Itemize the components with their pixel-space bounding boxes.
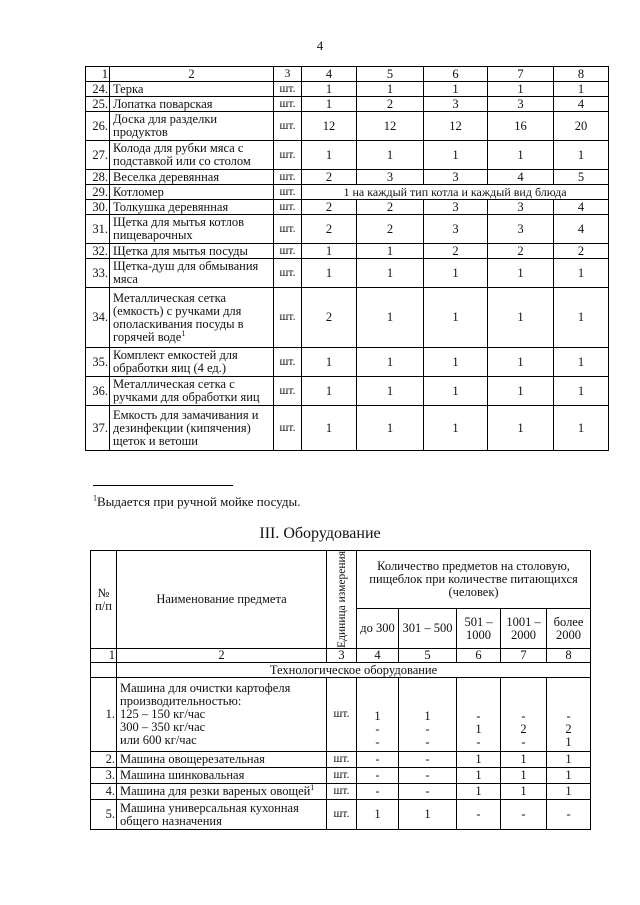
table-row	[86, 348, 609, 377]
col-name-header: Наименование предмета	[117, 551, 327, 649]
qty-cell: 1	[399, 800, 457, 830]
group-title: Технологическое оборудование	[117, 663, 591, 678]
row-number: 27.	[86, 141, 110, 170]
qty-cell: 1	[424, 259, 488, 288]
qty-range-header: 501 – 1000	[457, 609, 501, 649]
qty-cell: 4	[554, 200, 609, 215]
table-row	[86, 215, 609, 244]
item-unit: шт.	[274, 259, 302, 288]
item-unit: шт.	[274, 141, 302, 170]
item-unit: шт.	[274, 215, 302, 244]
item-name: Машина шинковальная	[117, 768, 327, 784]
qty-cell: 1	[488, 377, 554, 406]
qty-cell: 1	[424, 288, 488, 348]
qty-cell: 12	[302, 112, 357, 141]
qty-cell: 20	[554, 112, 609, 141]
table-row	[91, 752, 591, 768]
footnote: $^1$Выдается при ручной мойке посуды.	[93, 493, 301, 509]
qty-cell: 4	[554, 97, 609, 112]
qty-range-header: 301 – 500	[399, 609, 457, 649]
index-cell: 6	[457, 649, 501, 663]
item-name: Щетка для мытья посуды	[110, 244, 274, 259]
row-number: 28.	[86, 170, 110, 185]
qty-cell: 1	[424, 406, 488, 451]
item-name: Машина универсальная кухонная общего назначения	[117, 800, 327, 830]
item-name: Машина овощерезательная	[117, 752, 327, 768]
qty-cell: 1	[501, 752, 547, 768]
item-unit: шт.	[274, 185, 302, 200]
row-number: 24.	[86, 82, 110, 97]
qty-cell: 2	[357, 215, 424, 244]
qty-cell: -	[547, 800, 591, 830]
qty-cell: 1	[302, 348, 357, 377]
qty-cell: 1	[424, 377, 488, 406]
table-row	[86, 244, 609, 259]
qty-cell: 1	[554, 288, 609, 348]
row-number: 31.	[86, 215, 110, 244]
qty-cell: -	[357, 784, 399, 800]
utensils-table	[85, 66, 609, 451]
item-unit: шт.	[274, 288, 302, 348]
row-number: 29.	[86, 185, 110, 200]
item-unit: шт.	[327, 784, 357, 800]
qty-cell: 1	[424, 82, 488, 97]
footnote-divider	[93, 485, 233, 486]
item-name: Машина для очистки картофеля производительностью: 125 – 150 кг/час 300 – 350 кг/час или 600 кг/час	[117, 678, 327, 752]
index-cell: 7	[501, 649, 547, 663]
item-unit: шт.	[274, 244, 302, 259]
table-row	[86, 377, 609, 406]
qty-cell: 1	[302, 377, 357, 406]
qty-cell: 1	[554, 406, 609, 451]
qty-cell: 1	[357, 348, 424, 377]
section-title: III. Оборудование	[259, 525, 381, 542]
item-unit: шт.	[327, 800, 357, 830]
table-row	[86, 200, 609, 215]
qty-cell: -	[357, 752, 399, 768]
col-num-header: № п/п	[91, 551, 117, 649]
qty-cell: 1	[302, 244, 357, 259]
qty-cell: 1	[357, 800, 399, 830]
header-cell: 5	[357, 67, 424, 82]
item-name: Веселка деревянная	[110, 170, 274, 185]
item-unit: шт.	[274, 348, 302, 377]
row-number: 1.	[91, 678, 117, 752]
index-cell: 1	[91, 649, 117, 663]
qty-cell: 1	[357, 141, 424, 170]
qty-cell: 1	[357, 82, 424, 97]
item-name: Комплект емкостей для обработки яиц (4 ед.)	[110, 348, 274, 377]
qty-cell: 1	[457, 752, 501, 768]
table-row	[86, 288, 609, 348]
col-unit-header: Единица измерения	[327, 551, 357, 649]
qty-cell: -	[399, 768, 457, 784]
qty-cell: 12	[357, 112, 424, 141]
item-name: Машина для резки вареных овощей$^1$	[117, 784, 327, 800]
header-cell: 1	[86, 67, 110, 82]
row-number: 4.	[91, 784, 117, 800]
qty-cell: 1	[357, 377, 424, 406]
qty-cell: 3	[424, 97, 488, 112]
qty-cell: 1	[554, 377, 609, 406]
qty-cell: 1	[357, 406, 424, 451]
header-cell: 7	[488, 67, 554, 82]
equipment-table	[90, 550, 591, 830]
qty-cell: -	[501, 800, 547, 830]
index-cell: 2	[117, 649, 327, 663]
qty-cell: 1	[547, 752, 591, 768]
table-row	[91, 784, 591, 800]
qty-cell: 4	[554, 215, 609, 244]
qty-cell: 1	[302, 259, 357, 288]
qty-cell: -	[357, 768, 399, 784]
item-unit: шт.	[274, 406, 302, 451]
qty-cell: 1	[501, 784, 547, 800]
span-value: 1 на каждый тип котла и каждый вид блюда	[302, 185, 609, 200]
table-row	[86, 97, 609, 112]
qty-cell: 3	[424, 215, 488, 244]
header-cell: 3	[274, 67, 302, 82]
qty-cell: 1 - -	[399, 678, 457, 752]
index-cell: 5	[399, 649, 457, 663]
index-row	[91, 649, 591, 663]
qty-cell: 1	[302, 82, 357, 97]
row-number: 25.	[86, 97, 110, 112]
qty-cell: 2	[302, 288, 357, 348]
qty-cell: 1	[357, 244, 424, 259]
item-name: Металлическая сетка с ручками для обработки яиц	[110, 377, 274, 406]
qty-cell: 1	[488, 348, 554, 377]
index-cell: 8	[547, 649, 591, 663]
qty-cell: 3	[488, 200, 554, 215]
qty-cell: 2	[488, 244, 554, 259]
item-name: Котломер	[110, 185, 274, 200]
item-unit: шт.	[274, 377, 302, 406]
qty-cell: 1	[302, 141, 357, 170]
qty-range-header: до 300	[357, 609, 399, 649]
table-row	[91, 768, 591, 784]
qty-cell: - 1 -	[457, 678, 501, 752]
qty-cell: 1	[554, 259, 609, 288]
qty-cell: 2	[357, 200, 424, 215]
qty-cell: 2	[302, 215, 357, 244]
qty-cell: 1	[357, 288, 424, 348]
qty-cell: -	[399, 784, 457, 800]
item-unit: шт.	[327, 768, 357, 784]
item-unit: шт.	[327, 678, 357, 752]
footnote-mark: 1	[310, 783, 315, 792]
qty-cell: 2	[554, 244, 609, 259]
index-cell: 3	[327, 649, 357, 663]
item-unit: шт.	[274, 82, 302, 97]
header-cell: 8	[554, 67, 609, 82]
item-name: Толкушка деревянная	[110, 200, 274, 215]
table-row	[86, 185, 609, 200]
page-number: 4	[316, 38, 324, 53]
item-unit: шт.	[274, 112, 302, 141]
qty-cell: - 2 1	[547, 678, 591, 752]
row-number: 5.	[91, 800, 117, 830]
qty-range-header: 1001 – 2000	[501, 609, 547, 649]
qty-cell: 3	[357, 170, 424, 185]
index-cell: 4	[357, 649, 399, 663]
row-number: 33.	[86, 259, 110, 288]
qty-cell: 1	[424, 141, 488, 170]
qty-cell: 3	[488, 215, 554, 244]
group-row	[91, 663, 591, 678]
item-name: Лопатка поварская	[110, 97, 274, 112]
table-row	[86, 141, 609, 170]
qty-cell: 1	[424, 348, 488, 377]
row-number: 32.	[86, 244, 110, 259]
row-number: 26.	[86, 112, 110, 141]
item-name: Щетка для мытья котлов пищеварочных	[110, 215, 274, 244]
row-number: 30.	[86, 200, 110, 215]
qty-cell: 1	[554, 141, 609, 170]
header-row	[86, 67, 609, 82]
item-name: Емкость для замачивания и дезинфекции (кипячения) щеток и ветоши	[110, 406, 274, 451]
qty-cell: 1 - -	[357, 678, 399, 752]
table-row	[86, 259, 609, 288]
qty-cell: 1	[488, 141, 554, 170]
qty-cell: 1	[488, 259, 554, 288]
row-number: 35.	[86, 348, 110, 377]
qty-cell: 2	[424, 244, 488, 259]
table-row	[86, 112, 609, 141]
row-number: 3.	[91, 768, 117, 784]
item-name: Колода для рубки мяса с подставкой или со столом	[110, 141, 274, 170]
qty-cell: 1	[302, 97, 357, 112]
header-cell: 6	[424, 67, 488, 82]
qty-cell: 2	[357, 97, 424, 112]
header-row	[91, 551, 591, 609]
qty-cell: 1	[457, 768, 501, 784]
row-number: 37.	[86, 406, 110, 451]
qty-cell: 2	[302, 200, 357, 215]
qty-cell: 2	[302, 170, 357, 185]
row-number: 2.	[91, 752, 117, 768]
qty-cell: 1	[488, 406, 554, 451]
item-name: Терка	[110, 82, 274, 97]
qty-cell: 1	[554, 348, 609, 377]
item-name: Доска для разделки продуктов	[110, 112, 274, 141]
table-row	[86, 406, 609, 451]
qty-cell: 3	[488, 97, 554, 112]
table-row	[91, 678, 591, 752]
header-cell: 4	[302, 67, 357, 82]
row-number: 34.	[86, 288, 110, 348]
qty-cell: 1	[488, 288, 554, 348]
qty-cell: 1	[554, 82, 609, 97]
qty-cell: 16	[488, 112, 554, 141]
item-unit: шт.	[274, 97, 302, 112]
qty-cell: 1	[457, 784, 501, 800]
qty-range-header: более 2000	[547, 609, 591, 649]
item-unit: шт.	[327, 752, 357, 768]
col-qty-header: Количество предметов на столовую, пищеблок при количестве питающихся (человек)	[357, 551, 591, 609]
qty-cell: 3	[424, 200, 488, 215]
qty-cell: 3	[424, 170, 488, 185]
item-name: Металлическая сетка (емкость) с ручками для ополаскивания посуды в горячей воде$^1$	[110, 288, 274, 348]
qty-cell: -	[457, 800, 501, 830]
qty-cell: 5	[554, 170, 609, 185]
header-cell: 2	[110, 67, 274, 82]
table-row	[91, 800, 591, 830]
qty-cell: 1	[547, 784, 591, 800]
row-number: 36.	[86, 377, 110, 406]
table-row	[86, 170, 609, 185]
qty-cell: 1	[357, 259, 424, 288]
item-unit: шт.	[274, 170, 302, 185]
footnote-mark: 1	[181, 328, 186, 338]
item-unit: шт.	[274, 200, 302, 215]
qty-cell: 4	[488, 170, 554, 185]
qty-cell: 1	[302, 406, 357, 451]
table-row	[86, 82, 609, 97]
item-name: Щетка-душ для обмывания мяса	[110, 259, 274, 288]
qty-cell: 1	[501, 768, 547, 784]
qty-cell: - 2 -	[501, 678, 547, 752]
qty-cell: 1	[488, 82, 554, 97]
qty-cell: -	[399, 752, 457, 768]
qty-cell: 12	[424, 112, 488, 141]
qty-cell: 1	[547, 768, 591, 784]
